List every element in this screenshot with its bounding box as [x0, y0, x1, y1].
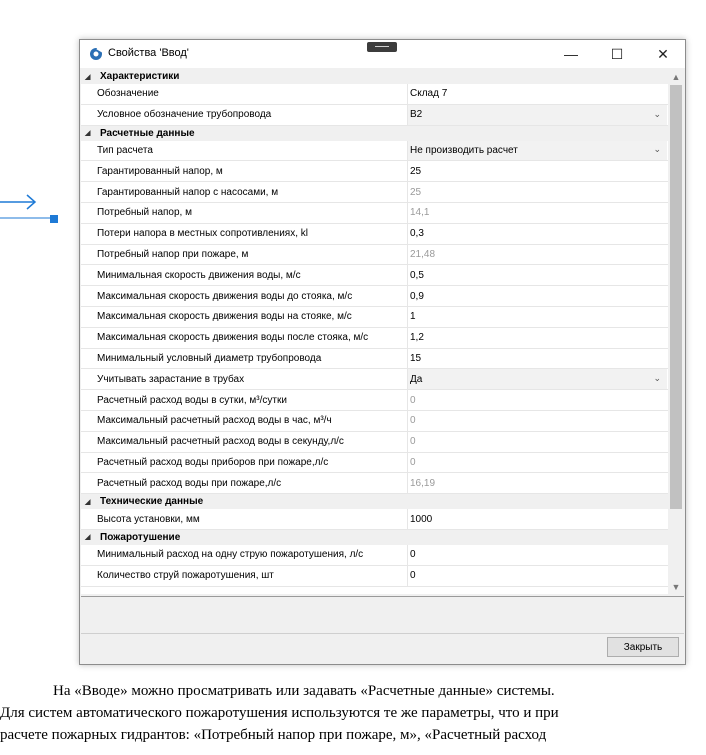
- properties-dialog: [79, 39, 686, 665]
- document-line: На «Вводе» можно просматривать или задавать «Расчетные данные» системы.: [53, 683, 555, 699]
- property-row[interactable]: [81, 203, 668, 224]
- property-name: Гарантированный напор с насосами, м: [97, 186, 279, 198]
- vertical-scrollbar[interactable]: [668, 69, 684, 594]
- property-value-field: [407, 182, 667, 202]
- category-header[interactable]: [81, 530, 668, 545]
- description-panel: [81, 596, 684, 634]
- property-value-text: 1: [410, 311, 416, 323]
- collapse-triangle-icon[interactable]: ◢: [85, 534, 91, 542]
- property-value-text: Не производить расчет: [410, 144, 518, 156]
- property-value-text: 1,2: [410, 332, 424, 344]
- property-value-field[interactable]: [407, 349, 667, 369]
- property-name: Высота установки, мм: [97, 513, 200, 525]
- property-grid: [81, 69, 668, 594]
- category-label: Пожаротушение: [100, 531, 181, 543]
- property-name: Минимальный расход на одну струю пожаротушения, л/с: [97, 549, 364, 561]
- property-value-text: 0: [410, 456, 416, 468]
- property-value-field[interactable]: [407, 161, 667, 181]
- property-value-text: 14,1: [410, 207, 430, 219]
- property-name: Тип расчета: [97, 144, 153, 156]
- property-value-text: 0: [410, 436, 416, 448]
- property-value-field[interactable]: [407, 566, 667, 586]
- property-value-field: [407, 203, 667, 223]
- property-row[interactable]: [81, 328, 668, 349]
- property-name: Расчетный расход воды приборов при пожаре,л/с: [97, 456, 329, 468]
- property-value-text: 25: [410, 186, 422, 198]
- property-row[interactable]: [81, 265, 668, 286]
- close-window-button[interactable]: ✕: [657, 45, 669, 62]
- title-bar[interactable]: [80, 40, 685, 68]
- property-row[interactable]: [81, 224, 668, 245]
- property-name: Максимальная скорость движения воды после стояка, м/с: [97, 332, 369, 344]
- property-value-field[interactable]: [407, 224, 667, 244]
- property-value-dropdown[interactable]: [407, 141, 667, 161]
- property-row[interactable]: [81, 369, 668, 390]
- property-row[interactable]: [81, 473, 668, 494]
- property-value-text: Склад 7: [410, 88, 448, 100]
- property-value-text: 21,48: [410, 248, 436, 260]
- scroll-up-icon[interactable]: ▲: [671, 71, 681, 82]
- property-value-field[interactable]: [407, 286, 667, 306]
- property-row[interactable]: [81, 390, 668, 411]
- property-row[interactable]: [81, 509, 668, 530]
- property-value-text: 0: [410, 394, 416, 406]
- property-value-text: 0: [410, 549, 416, 561]
- property-row[interactable]: [81, 349, 668, 370]
- property-value-text: 0,5: [410, 269, 424, 281]
- property-value-field[interactable]: [407, 307, 667, 327]
- property-value-dropdown[interactable]: [407, 105, 667, 125]
- category-label: Расчетные данные: [100, 127, 195, 139]
- property-name: Максимальный расчетный расход воды в секунду,л/с: [97, 436, 344, 448]
- category-header[interactable]: [81, 494, 668, 509]
- property-name: Расчетный расход воды при пожаре,л/с: [97, 477, 282, 489]
- property-row[interactable]: [81, 245, 668, 266]
- property-value-field: [407, 453, 667, 473]
- property-row[interactable]: [81, 432, 668, 453]
- collapse-triangle-icon[interactable]: ◢: [85, 73, 91, 81]
- chevron-down-icon[interactable]: ⌄: [653, 108, 661, 119]
- property-value-text: 0,9: [410, 290, 424, 302]
- property-value-dropdown[interactable]: [407, 369, 667, 389]
- property-value-text: 16,19: [410, 477, 436, 489]
- property-row[interactable]: [81, 84, 668, 105]
- property-name: Гарантированный напор, м: [97, 165, 223, 177]
- property-name: Условное обозначение трубопровода: [97, 109, 272, 121]
- property-name: Учитывать зарастание в трубах: [97, 373, 245, 385]
- property-value-text: 0: [410, 415, 416, 427]
- property-value-text: 25: [410, 165, 422, 177]
- property-name: Потери напора в местных сопротивлениях, kl: [97, 228, 308, 240]
- property-row[interactable]: [81, 411, 668, 432]
- property-value-text: 15: [410, 352, 422, 364]
- property-row[interactable]: [81, 286, 668, 307]
- collapse-triangle-icon[interactable]: ◢: [85, 130, 91, 138]
- document-line: расчете пожарных гидрантов: «Потребный напор при пожаре, м», «Расчетный расход: [0, 727, 547, 743]
- property-row[interactable]: [81, 105, 668, 126]
- scrollbar-thumb[interactable]: [670, 85, 682, 509]
- property-row[interactable]: [81, 307, 668, 328]
- property-row[interactable]: [81, 545, 668, 566]
- property-value-field[interactable]: [407, 328, 667, 348]
- chevron-down-icon[interactable]: ⌄: [653, 144, 661, 155]
- app-gear-icon: [88, 46, 104, 62]
- category-header[interactable]: [81, 69, 668, 84]
- collapse-triangle-icon[interactable]: ◢: [85, 498, 91, 506]
- property-value-field[interactable]: [407, 84, 667, 104]
- category-label: Характеристики: [100, 71, 180, 82]
- property-value-text: В2: [410, 109, 423, 121]
- property-value-field: [407, 432, 667, 452]
- property-name: Потребный напор, м: [97, 207, 192, 219]
- category-label: Технические данные: [100, 496, 204, 508]
- property-name: Расчетный расход воды в сутки, м³/сутки: [97, 394, 287, 406]
- property-row[interactable]: [81, 566, 668, 587]
- property-value-text: 1000: [410, 513, 433, 525]
- drag-grip-handle[interactable]: [367, 42, 397, 52]
- property-row[interactable]: [81, 453, 668, 474]
- scroll-down-icon[interactable]: ▼: [671, 581, 681, 592]
- document-line: Для систем автоматического пожаротушения используются те же параметры, что и при: [0, 705, 559, 721]
- window-title: Свойства 'Ввод': [108, 47, 189, 59]
- property-value-field[interactable]: [407, 265, 667, 285]
- minimize-button[interactable]: —: [564, 46, 578, 62]
- property-value-text: Да: [410, 373, 423, 385]
- property-name: Минимальный условный диаметр трубопровода: [97, 352, 322, 364]
- property-value-field: [407, 411, 667, 431]
- property-row[interactable]: [81, 182, 668, 203]
- property-name: Обозначение: [97, 88, 159, 100]
- property-value-text: 0,3: [410, 228, 424, 240]
- property-value-text: 0: [410, 570, 416, 582]
- document-text: [0, 680, 706, 746]
- property-name: Потребный напор при пожаре, м: [97, 248, 249, 260]
- property-value-field: [407, 245, 667, 265]
- property-value-field: [407, 390, 667, 410]
- property-row[interactable]: [81, 141, 668, 162]
- property-value-field[interactable]: [407, 545, 667, 565]
- pipe-connector-arrow-icon: [0, 190, 70, 230]
- close-button[interactable]: Закрыть: [607, 637, 679, 657]
- chevron-down-icon[interactable]: ⌄: [653, 373, 661, 384]
- property-name: Максимальная скорость движения воды до стояка, м/с: [97, 290, 353, 302]
- property-name: Максимальная скорость движения воды на стояке, м/с: [97, 311, 352, 323]
- property-name: Максимальный расчетный расход воды в час, м³/ч: [97, 415, 332, 427]
- category-header[interactable]: [81, 126, 668, 141]
- property-value-field: [407, 473, 667, 493]
- property-value-field[interactable]: [407, 509, 667, 529]
- property-name: Количество струй пожаротушения, шт: [97, 570, 274, 582]
- property-row[interactable]: [81, 161, 668, 182]
- property-name: Минимальная скорость движения воды, м/с: [97, 269, 301, 281]
- maximize-button[interactable]: ☐: [610, 45, 624, 62]
